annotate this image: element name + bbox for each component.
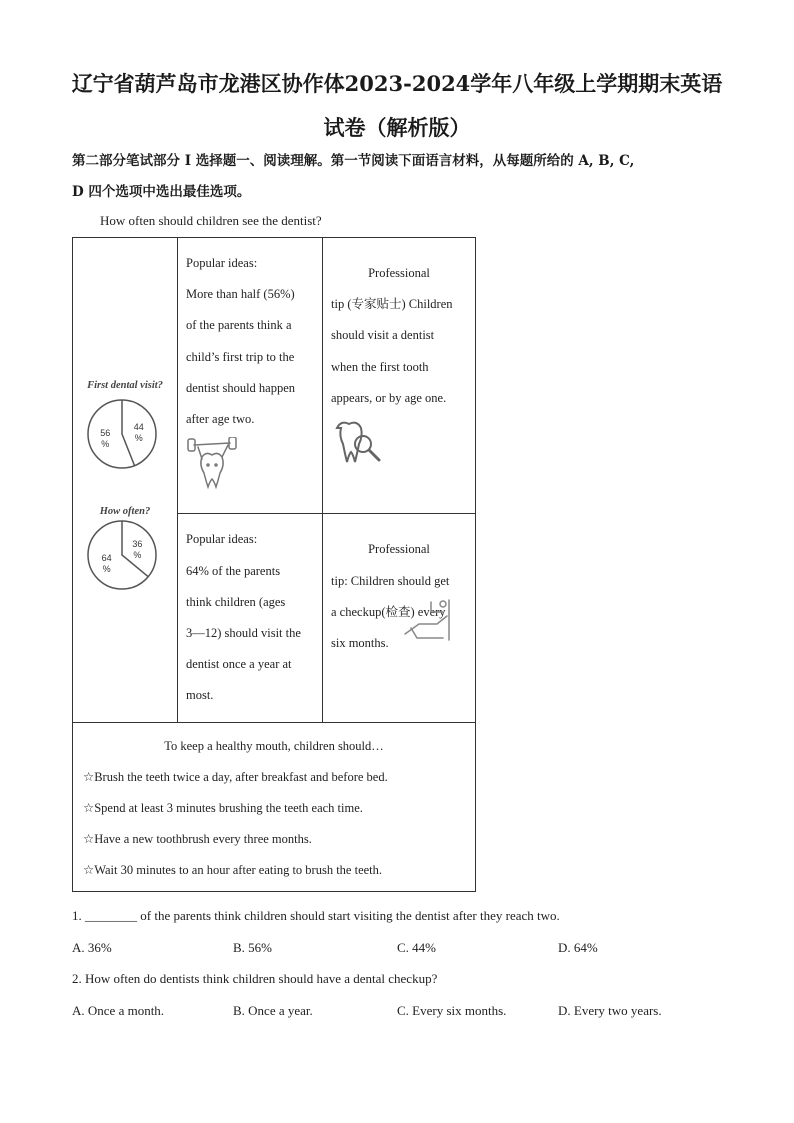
tip-line: tip (专家贴士) Children bbox=[331, 297, 453, 312]
question-1-stem: 1. ________ of the parents think children should start visiting the dentist after they reach two. bbox=[72, 908, 560, 923]
pie-charts bbox=[73, 238, 177, 702]
popular-line: most. bbox=[186, 688, 214, 703]
popular-line: dentist once a year at bbox=[186, 657, 292, 672]
tip-line: tip: Children should get bbox=[331, 573, 450, 588]
question-2-stem: 2. How often do dentists think children should have a dental checkup? bbox=[72, 971, 438, 986]
professional-tip-cell-2 bbox=[323, 514, 476, 722]
popular-line: of the parents think a bbox=[186, 318, 292, 333]
pie-slice-small-percent-sign: % bbox=[133, 549, 142, 560]
popular-line: child’s first trip to the bbox=[186, 349, 295, 364]
question-1-option-b[interactable]: B. 56% bbox=[233, 940, 272, 955]
question-2-option-b[interactable]: B. Once a year. bbox=[233, 1003, 313, 1018]
pie-slice-large-value: 56 bbox=[100, 428, 111, 439]
popular-heading-2: Popular ideas: bbox=[186, 532, 258, 547]
tip-line: when the first tooth bbox=[331, 359, 429, 374]
tip-heading-2: Professional bbox=[368, 542, 430, 557]
healthy-mouth-item: ☆Wait 30 minutes to an hour after eating to brush the teeth. bbox=[83, 863, 383, 878]
pie-slice-large-value: 64 bbox=[101, 553, 112, 564]
popular-ideas-cell-1 bbox=[178, 238, 323, 514]
tip-heading-1: Professional bbox=[368, 266, 430, 280]
popular-heading-1: Popular ideas: bbox=[186, 256, 258, 270]
pie-slice-large-percent-sign: % bbox=[102, 564, 111, 575]
chart-1-title: First dental visit? bbox=[87, 380, 163, 391]
section-instructions bbox=[72, 146, 732, 208]
dental-chair-icon bbox=[401, 598, 453, 642]
popular-line: 64% of the parents bbox=[186, 563, 281, 578]
pie-slice-small-value: 44 bbox=[133, 421, 144, 432]
popular-line: dentist should happen bbox=[186, 380, 296, 395]
passage-table bbox=[72, 237, 476, 892]
pie-slice-small-percent-sign: % bbox=[134, 432, 143, 443]
chart-column bbox=[73, 238, 178, 723]
popular-line: after age two. bbox=[186, 412, 255, 427]
tooth-magnifier-icon bbox=[331, 418, 387, 468]
popular-line: 3—12) should visit the bbox=[186, 626, 301, 641]
popular-line: More than half (56%) bbox=[186, 287, 295, 302]
instructions-line-2: D 四个选项中选出最佳选项。 bbox=[72, 184, 251, 200]
healthy-mouth-item: ☆Have a new toothbrush every three months. bbox=[83, 832, 312, 847]
professional-tip-cell-1 bbox=[323, 238, 476, 514]
tip-line: a checkup(检查) every bbox=[331, 604, 446, 619]
document-title-line-2: 试卷（解析版） bbox=[323, 115, 471, 140]
healthy-mouth-heading: To keep a healthy mouth, children should… bbox=[164, 738, 384, 753]
tip-line: six months. bbox=[331, 636, 389, 651]
popular-line: think children (ages bbox=[186, 594, 286, 609]
healthy-mouth-item: ☆Spend at least 3 minutes brushing the teeth each time. bbox=[83, 801, 363, 816]
question-2-option-c[interactable]: C. Every six months. bbox=[397, 1003, 507, 1018]
question-1-option-d[interactable]: D. 64% bbox=[558, 940, 598, 955]
healthy-mouth-item: ☆Brush the teeth twice a day, after breakfast and before bed. bbox=[83, 769, 388, 784]
tip-line: appears, or by age one. bbox=[331, 390, 447, 405]
tooth-weightlifter-icon bbox=[186, 437, 246, 491]
instructions-line-1: 第二部分笔试部分 I 选择题一、阅读理解。第一节阅读下面语言材料，从每题所给的 A, B, C, bbox=[72, 153, 635, 169]
pie-slice-large-percent-sign: % bbox=[101, 439, 110, 450]
healthy-mouth-cell bbox=[73, 722, 476, 891]
chart-2-title: How often? bbox=[99, 506, 151, 517]
question-1-option-c[interactable]: C. 44% bbox=[397, 940, 436, 955]
question-2-option-a[interactable]: A. Once a month. bbox=[72, 1003, 165, 1018]
tip-line: should visit a dentist bbox=[331, 328, 435, 343]
pie-chart-how-often bbox=[88, 521, 156, 589]
document-title-line-1: 辽宁省葫芦岛市龙港区协作体2023-2024学年八年级上学期期末英语 bbox=[71, 71, 723, 96]
passage-title: How often should children see the dentist? bbox=[100, 213, 322, 228]
question-1-option-a[interactable]: A. 36% bbox=[72, 940, 112, 955]
pie-chart-first-visit bbox=[88, 400, 156, 468]
pie-slice-small-value: 36 bbox=[132, 538, 143, 549]
popular-ideas-cell-2 bbox=[178, 514, 323, 722]
question-2-option-d[interactable]: D. Every two years. bbox=[558, 1003, 662, 1018]
